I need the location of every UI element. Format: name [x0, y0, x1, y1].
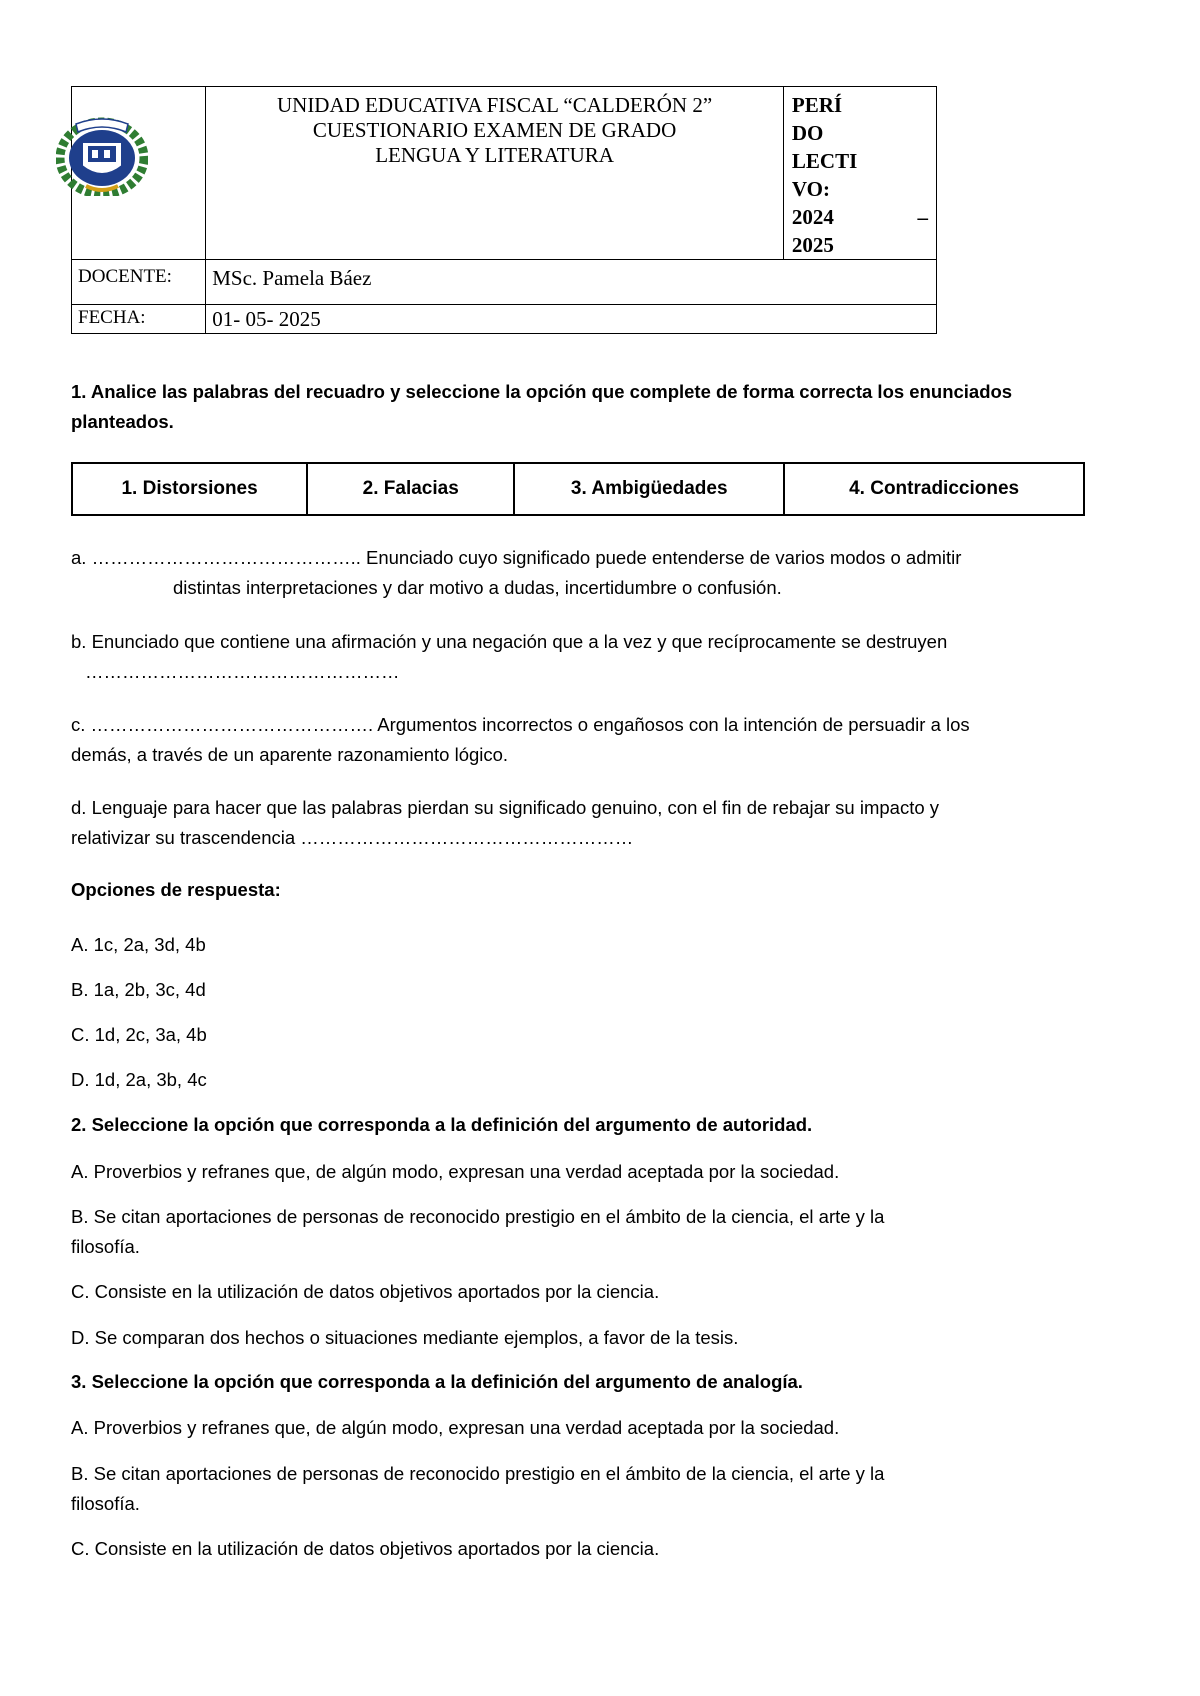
year-start: 2024	[791, 205, 834, 229]
exam-name: CUESTIONARIO EXAMEN DE GRADO	[312, 118, 677, 142]
docente-value: MSc. Pamela Báez	[206, 260, 937, 305]
q2-b-line2: filosofía.	[71, 1236, 140, 1257]
q2-option-c: C. Consiste en la utilización de datos objetivos aportados por la ciencia.	[71, 1281, 660, 1302]
q1-c-line2: demás, a través de un aparente razonamiento lógico.	[71, 744, 509, 765]
q2-option-a: A. Proverbios y refranes que, de algún modo, expresan una verdad aceptada por la sociedad.	[71, 1161, 840, 1182]
q1-item-d	[71, 793, 1061, 853]
period-line: LECTI	[791, 149, 858, 173]
period-line: PERÍ	[791, 93, 843, 117]
q2-option-b	[71, 1202, 1061, 1262]
q1-options-title: Opciones de respuesta:	[71, 879, 281, 900]
word-cell: 1. Distorsiones	[72, 463, 307, 515]
header-table	[71, 86, 937, 334]
q2-title: 2. Seleccione la opción que corresponda a la definición del argumento de autoridad.	[71, 1114, 813, 1135]
q1-c-line1: c. ………………………………………. Argumentos incorrectos o engañosos con la intención de persuadir a los	[71, 714, 970, 735]
period-cell	[783, 87, 936, 260]
q1-b-line2: ……………………………………………	[85, 661, 400, 682]
fecha-value: 01- 05- 2025	[206, 305, 937, 334]
q1-d-line2: relativizar su trascendencia ………………………………………………	[71, 827, 634, 848]
school-logo	[56, 116, 148, 196]
word-cell: 2. Falacias	[307, 463, 514, 515]
q1-option: D. 1d, 2a, 3b, 4c	[71, 1069, 207, 1090]
q1-option: B. 1a, 2b, 3c, 4d	[71, 979, 206, 1000]
q1-item-b	[71, 627, 1061, 687]
year-end: 2025	[791, 233, 834, 257]
fecha-label: FECHA:	[72, 305, 206, 334]
q1-option: A. 1c, 2a, 3d, 4b	[71, 934, 206, 955]
q1-item-c	[71, 710, 1061, 770]
school-name: UNIDAD EDUCATIVA FISCAL “CALDERÓN 2”	[276, 93, 713, 117]
period-line: VO:	[791, 177, 830, 201]
q1-d-line1: d. Lenguaje para hacer que las palabras pierdan su significado genuino, con el fin de rebajar su impacto y	[71, 797, 940, 818]
word-box	[71, 462, 1085, 516]
q3-option-b	[71, 1459, 1061, 1519]
q3-option-c: C. Consiste en la utilización de datos objetivos aportados por la ciencia.	[71, 1538, 660, 1559]
subject-name: LENGUA Y LITERATURA	[375, 143, 614, 167]
q1-a-line1: a. …………………………………….. Enunciado cuyo significado puede entenderse de varios modos o admitir	[71, 547, 962, 568]
year-dash: –	[917, 205, 928, 229]
q1-option: C. 1d, 2c, 3a, 4b	[71, 1024, 207, 1045]
year-start-row	[792, 203, 928, 231]
q3-option-a: A. Proverbios y refranes que, de algún modo, expresan una verdad aceptada por la sociedad.	[71, 1417, 840, 1438]
q2-b-line1: B. Se citan aportaciones de personas de reconocido prestigio en el ámbito de la ciencia, el arte y la	[71, 1206, 885, 1227]
q1-item-a	[71, 543, 1061, 603]
q1-a-line2: distintas interpretaciones y dar motivo a dudas, incertidumbre o confusión.	[173, 577, 782, 598]
q3-b-line1: B. Se citan aportaciones de personas de reconocido prestigio en el ámbito de la ciencia, el arte y la	[71, 1463, 885, 1484]
q3-b-line2: filosofía.	[71, 1493, 140, 1514]
word-cell: 3. Ambigüedades	[514, 463, 784, 515]
period-line: DO	[791, 121, 824, 145]
word-cell: 4. Contradicciones	[784, 463, 1084, 515]
q1-b-line1: b. Enunciado que contiene una afirmación y una negación que a la vez y que recíprocamente se destruyen	[71, 631, 948, 652]
title-cell	[206, 87, 784, 260]
q1-title: 1. Analice las palabras del recuadro y seleccione la opción que complete de forma correcta los enunciados planteados.	[71, 381, 1013, 432]
q2-option-d: D. Se comparan dos hechos o situaciones mediante ejemplos, a favor de la tesis.	[71, 1327, 739, 1348]
docente-label: DOCENTE:	[72, 260, 206, 305]
q3-title: 3. Seleccione la opción que corresponda a la definición del argumento de analogía.	[71, 1371, 803, 1392]
